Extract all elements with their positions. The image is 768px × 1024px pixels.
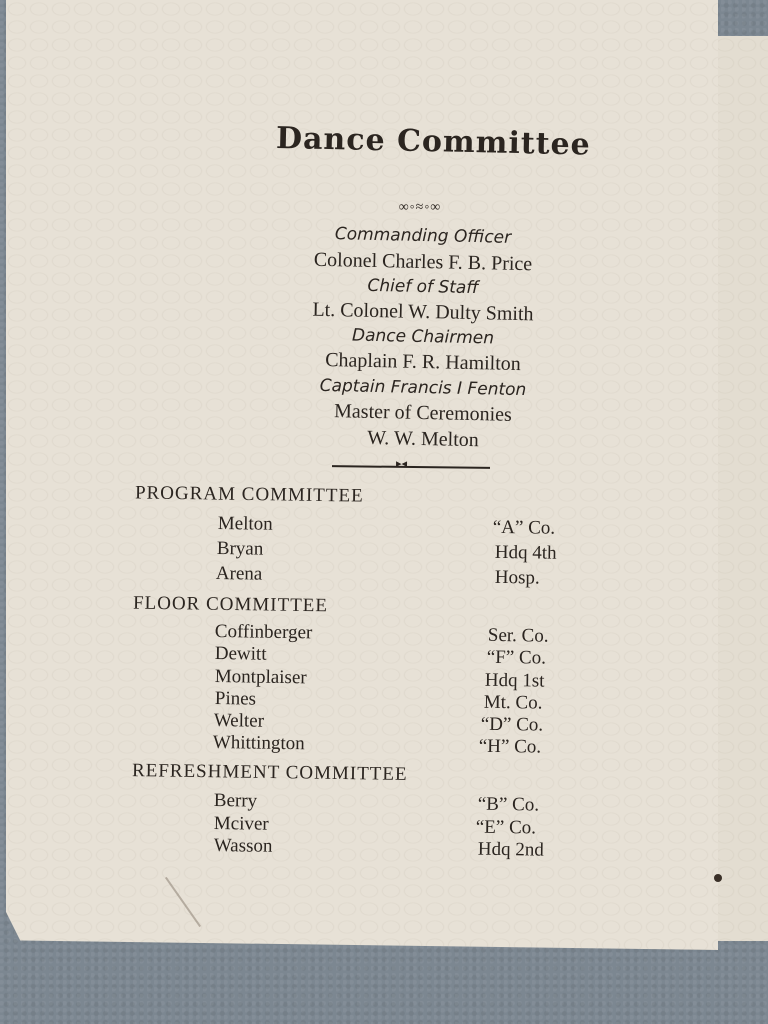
member-name: Berry [213,790,258,812]
facing-page [712,36,768,941]
member-name: Bryan [216,538,264,560]
member-name: Welter [213,710,265,732]
officer-role-commanding: Commanding Officer [334,224,512,248]
member-unit: Hosp. [494,566,540,589]
member-name: Melton [217,513,273,535]
member-name: Pines [214,688,257,710]
officer-name-chief: Lt. Colonel W. Dulty Smith [312,298,534,326]
officer-role-ceremonies: Master of Ceremonies [333,400,513,426]
member-unit: Mt. Co. [483,691,543,714]
member-name: Arena [215,563,263,585]
officer-name-commanding: Colonel Charles F. B. Price [313,248,533,276]
ornament-divider: ∞◦≈◦∞ [398,200,442,215]
officer-role-dance: Dance Chairmen [351,325,495,349]
page-hole [714,874,722,882]
member-unit: “F” Co. [486,646,547,669]
officer-role-chief: Chief of Staff [367,275,479,299]
member-name: Coffinberger [214,621,313,644]
officer-name-chaplain: Chaplain F. R. Hamilton [324,348,522,376]
member-unit: “B” Co. [477,793,540,816]
member-name: Mciver [213,813,269,835]
committee-heading-refreshment: REFRESHMENT COMMITTEE [131,760,408,785]
member-unit: “H” Co. [478,735,542,758]
member-name: Whittington [212,732,305,755]
member-unit: “E” Co. [475,816,537,839]
committee-heading-program: PROGRAM COMMITTEE [134,482,364,507]
member-unit: “D” Co. [480,713,544,736]
page-title: Dance Committee [275,120,592,163]
committee-heading-floor: FLOOR COMMITTEE [132,592,329,617]
officer-name-captain: Captain Francis I Fenton [319,375,527,401]
officer-name-ceremonies: W. W. Melton [367,426,479,452]
member-unit: Hdq 2nd [477,838,544,861]
member-unit: Hdq 4th [494,541,557,564]
member-unit: Ser. Co. [487,624,549,647]
member-name: Montplaiser [214,666,307,689]
member-unit: “A” Co. [492,516,556,539]
member-unit: Hdq 1st [484,669,545,692]
member-name: Wasson [213,835,273,857]
member-name: Dewitt [214,643,267,665]
